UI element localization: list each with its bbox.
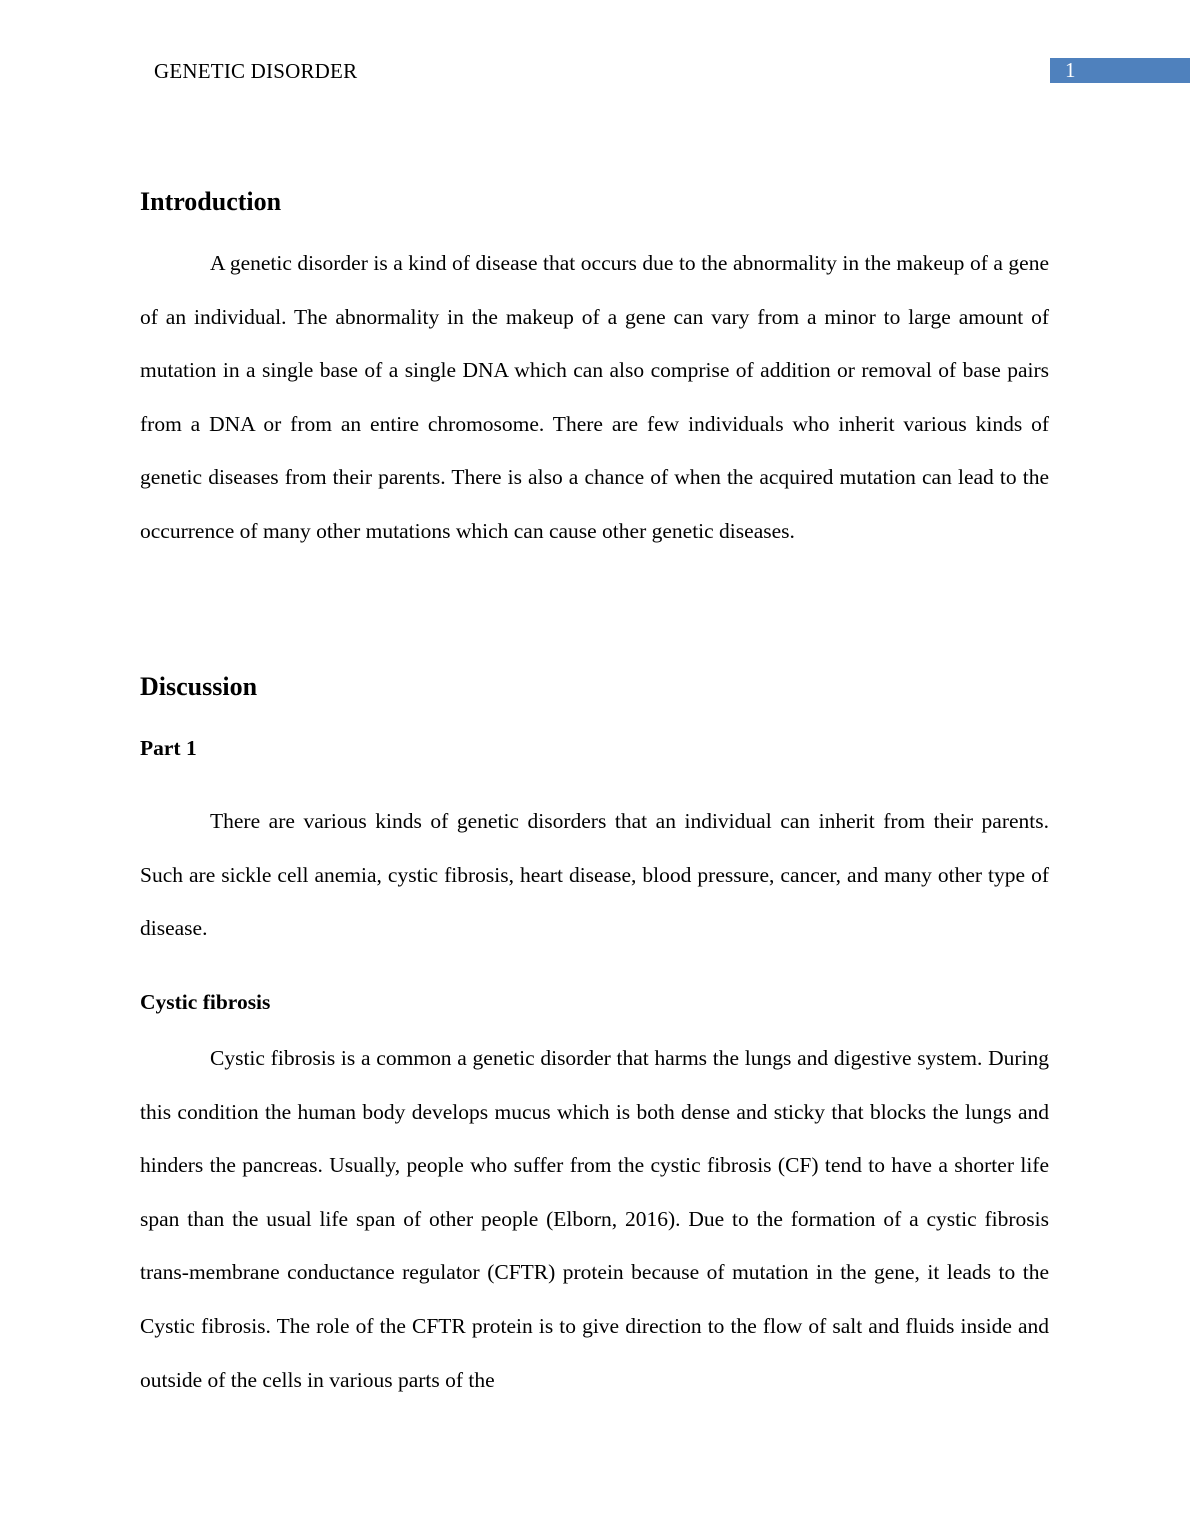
cystic-fibrosis-paragraph: Cystic fibrosis is a common a genetic disorder that harms the lungs and digestive system. During this condition the human body develops mucus which is both dense and sticky that blocks the lungs and hinders the pancreas. Usually, people who suffer from the cystic fibrosis (CF) tend to have a shorter life span than the usual life span of other people (Elborn, 2016). Due to the formation of a cystic fibrosis trans-membrane conductance regulator (CFTR) protein because of mutation in the gene, it leads to the Cystic fibrosis. The role of the CFTR protein is to give direction to the flow of salt and fluids inside and outside of the cells in various parts of the bbox=[140, 1046, 1049, 1392]
part1-heading: Part 1 bbox=[140, 736, 197, 760]
discussion-heading: Discussion bbox=[140, 672, 258, 701]
introduction-paragraph: A genetic disorder is a kind of disease that occurs due to the abnormality in the makeup of a gene of an individual. The abnormality in the makeup of a gene can vary from a minor to large amount of mutation in a single base of a single DNA which can also comprise of addition or removal of base pairs from a DNA or from an entire chromosome. There are few individuals who inherit various kinds of genetic diseases from their parents. There is also a chance of when the acquired mutation can lead to the occurrence of many other mutations which can cause other genetic diseases. bbox=[140, 251, 1049, 543]
cystic-fibrosis-heading: Cystic fibrosis bbox=[140, 990, 271, 1014]
introduction-heading: Introduction bbox=[140, 187, 282, 216]
running-head: GENETIC DISORDER bbox=[154, 59, 358, 83]
page-number-bar bbox=[1050, 58, 1190, 83]
part1-paragraph: There are various kinds of genetic disorders that an individual can inherit from their parents. Such are sickle cell anemia, cystic fibrosis, heart disease, blood pressure, cancer, and many other type of disease. bbox=[140, 809, 1049, 941]
page-number: 1 bbox=[1065, 58, 1076, 82]
